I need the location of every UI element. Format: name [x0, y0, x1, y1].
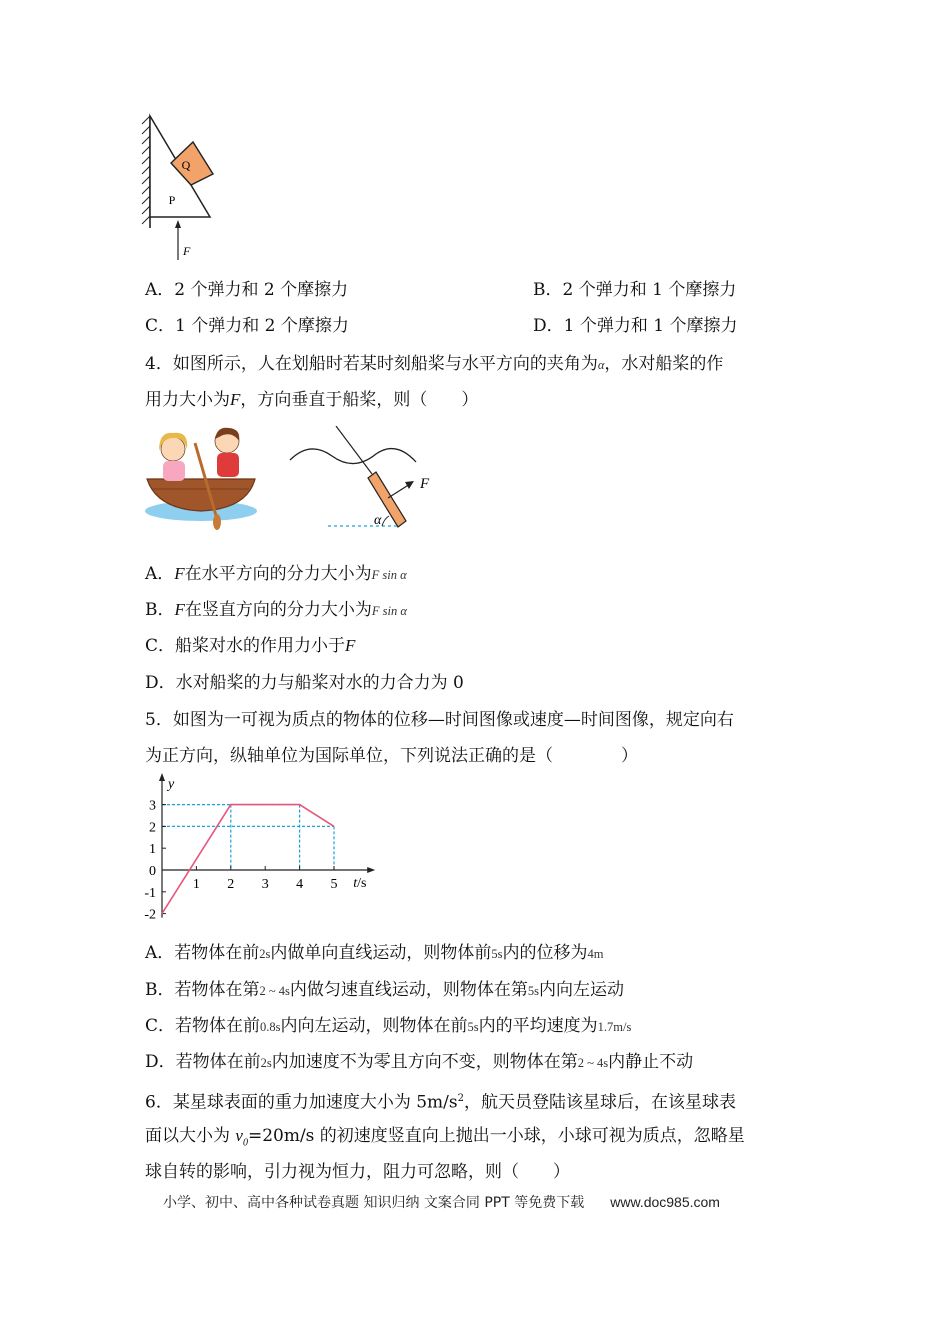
series-line — [162, 805, 334, 914]
q4-oar-diagram — [288, 426, 438, 532]
label-p: P — [168, 193, 176, 207]
y-tick-label: -2 — [144, 907, 156, 923]
boy-body — [217, 453, 239, 477]
x-tick-label: 5 — [330, 877, 338, 892]
fig-label-alpha: α — [374, 513, 382, 528]
x-tick-label: 4 — [296, 877, 304, 892]
q3-figure — [138, 110, 228, 265]
wall-hatching — [142, 116, 150, 224]
y-tick-label: 1 — [149, 842, 156, 858]
x-tick-label: 3 — [261, 877, 269, 892]
q5-stem-line2: 为正方向，纵轴单位为国际单位，下列说法正确的是（ ） — [145, 746, 638, 766]
footer-text: 小学、初中、高中各种试卷真题 知识归纳 文案合同 PPT 等免费下载 — [163, 1195, 585, 1211]
q5-option-b: B．若物体在第2 ~ 4s内做匀速直线运动，则物体在第5s内向左运动 — [145, 980, 625, 1000]
q4-option-d: D．水对船桨的力与船桨对水的力合力为 0 — [145, 673, 464, 693]
label-f: F — [183, 244, 191, 258]
label-q: Q — [181, 158, 191, 172]
y-tick-label: 0 — [149, 864, 156, 879]
girl-body — [163, 461, 185, 481]
q4-stem-line2: 用力大小为F，方向垂直于船桨，则（ ） — [145, 390, 479, 410]
boat-illustration — [143, 423, 263, 533]
force-f-arrowhead — [175, 220, 181, 228]
page-footer — [163, 1192, 720, 1212]
q5-stem-line1: 5．如图为一可视为质点的物体的位移—时间图像或速度—时间图像，规定向右 — [145, 710, 734, 730]
q6-stem-line3: 球自转的影响，引力视为恒力，阻力可忽略，则（ ） — [145, 1162, 570, 1182]
q4-option-b: B．F在竖直方向的分力大小为F sin α — [145, 600, 407, 620]
q4-option-a: A．F在水平方向的分力大小为F sin α — [145, 564, 407, 584]
y-tick-label: 3 — [149, 798, 156, 814]
oar-handle — [336, 426, 372, 474]
x-axis-label: t/s — [353, 876, 367, 891]
q3-option-a: A．2 个弹力和 2 个摩擦力 — [145, 280, 349, 300]
x-tick-label: 2 — [227, 877, 235, 892]
q5-option-c: C．若物体在前0.8s内向左运动，则物体在前5s内的平均速度为1.7m/s — [145, 1016, 632, 1036]
force-f-arrowhead — [405, 481, 414, 489]
footer-url: www.doc985.com — [610, 1194, 720, 1210]
y-tick-label: -1 — [144, 885, 156, 901]
x-tick-label: 1 — [192, 877, 200, 892]
y-tick-label: 2 — [149, 820, 156, 836]
q5-option-d: D．若物体在前2s内加速度不为零且方向不变，则物体在第2 ~ 4s内静止不动 — [145, 1052, 694, 1072]
q3-option-d: D．1 个弹力和 1 个摩擦力 — [533, 316, 738, 336]
force-f-arrow — [388, 484, 410, 498]
q5-option-a: A．若物体在前2s内做单向直线运动，则物体前5s内的位移为4m — [145, 943, 604, 963]
fig-label-f: F — [420, 476, 430, 492]
x-axis-arrowhead — [367, 867, 375, 873]
q6-stem-line2: 面以大小为 $v_0=20m/s$ 的初速度竖直向上抛出一小球，小球可视为质点，忽略星 — [145, 1126, 745, 1149]
q6-stem-line1: 6．某星球表面的重力加速度大小为 $5m/s^2$，航天员登陆该星球后，在该星球表 — [145, 1092, 736, 1113]
q5-chart — [138, 772, 388, 932]
q3-option-b: B．2 个弹力和 1 个摩擦力 — [533, 280, 737, 300]
y-axis-label: y — [168, 777, 175, 792]
y-axis-arrowhead — [159, 773, 165, 781]
q3-option-c: C．1 个弹力和 2 个摩擦力 — [145, 316, 349, 336]
water-surface — [290, 449, 416, 464]
q4-stem-line1: 4．如图所示，人在划船时若某时刻船桨与水平方向的夹角为α，水对船桨的作 — [145, 354, 724, 374]
q4-option-c: C．船桨对水的作用力小于F — [145, 636, 356, 656]
